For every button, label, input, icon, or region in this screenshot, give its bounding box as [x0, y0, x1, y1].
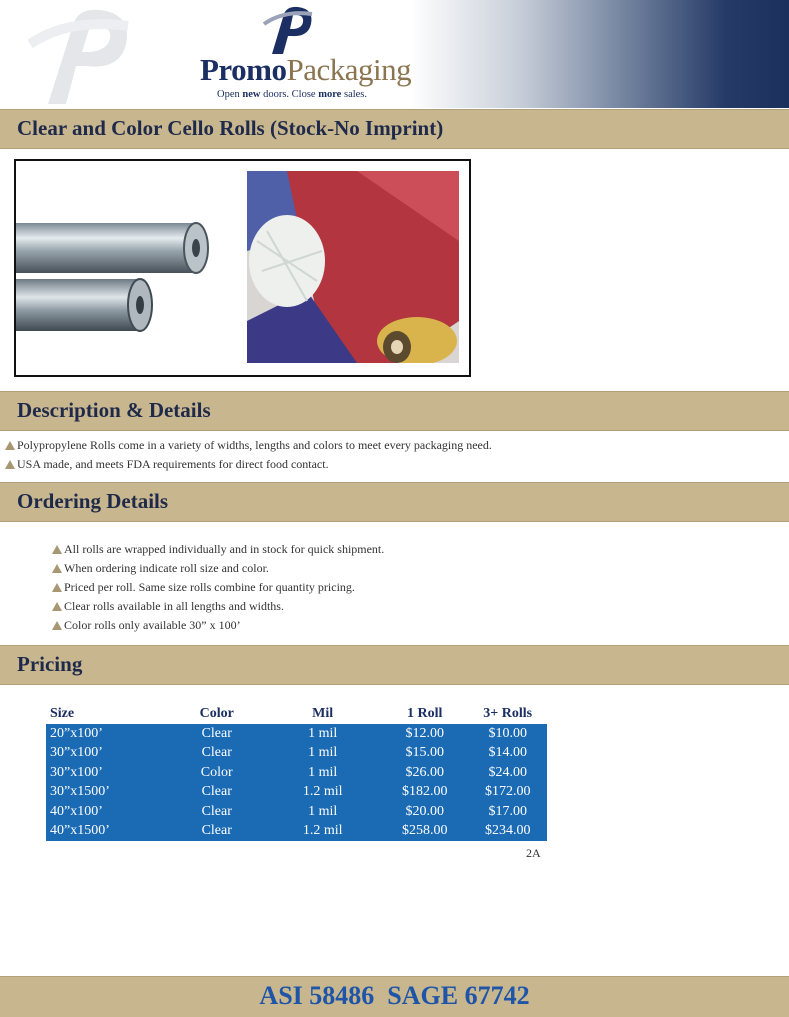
table-cell: $182.00 — [381, 783, 468, 803]
table-cell: 1 mil — [264, 744, 381, 764]
table-cell: 1.2 mil — [264, 783, 381, 803]
pricing-bar — [0, 645, 789, 685]
triangle-bullet-icon — [52, 602, 62, 611]
table-cell: Clear — [169, 724, 264, 744]
page-footer — [0, 976, 789, 1017]
column-header-mil: Mil — [264, 704, 381, 724]
table-cell: Clear — [169, 783, 264, 803]
table-row — [46, 783, 547, 803]
table-row — [46, 744, 547, 764]
triangle-bullet-icon — [52, 583, 62, 592]
table-cell: $10.00 — [468, 724, 547, 744]
table-cell: Clear — [169, 744, 264, 764]
table-header-row — [46, 704, 547, 724]
table-row — [46, 724, 547, 744]
table-row — [46, 763, 547, 783]
list-item-text: All rolls are wrapped individually and in stock for quick shipment. — [64, 542, 385, 556]
triangle-bullet-icon — [52, 621, 62, 630]
ordering-title: Ordering Details — [17, 489, 169, 513]
table-cell: 30”x100’ — [46, 744, 169, 764]
product-title: Clear and Color Cello Rolls (Stock-No Imprint) — [17, 116, 444, 140]
table-cell: $258.00 — [381, 822, 468, 842]
list-item-text: Color rolls only available 30” x 100’ — [64, 618, 241, 632]
page-code: 2A — [526, 846, 541, 860]
table-cell: 1 mil — [264, 724, 381, 744]
table-row — [46, 822, 547, 842]
triangle-bullet-icon — [52, 564, 62, 573]
table-cell: 30”x100’ — [46, 763, 169, 783]
triangle-bullet-icon — [5, 460, 15, 469]
table-cell: 1.2 mil — [264, 822, 381, 842]
column-header-1-roll: 1 Roll — [381, 704, 468, 724]
list-item-text: USA made, and meets FDA requirements for direct food contact. — [17, 457, 329, 471]
ordering-list — [52, 540, 384, 635]
pricing-table — [46, 704, 547, 841]
footer-asi-sage: ASI 58486 SAGE 67742 — [259, 981, 530, 1010]
table-cell: $12.00 — [381, 724, 468, 744]
list-item-text: When ordering indicate roll size and color. — [64, 561, 269, 575]
triangle-bullet-icon — [52, 545, 62, 554]
list-item — [52, 616, 384, 635]
clear-rolls-photo — [16, 161, 231, 371]
table-cell: 40”x100’ — [46, 802, 169, 822]
table-cell: Clear — [169, 822, 264, 842]
description-title: Description & Details — [17, 398, 211, 422]
table-cell: $14.00 — [468, 744, 547, 764]
list-item — [5, 455, 492, 474]
tagline — [217, 89, 367, 100]
list-item-text: Priced per roll. Same size rolls combine for quantity pricing. — [64, 580, 355, 594]
product-photo-frame — [14, 159, 471, 377]
table-cell: $20.00 — [381, 802, 468, 822]
list-item — [52, 559, 384, 578]
table-cell: 20”x100’ — [46, 724, 169, 744]
column-header-color: Color — [169, 704, 264, 724]
list-item — [52, 540, 384, 559]
column-header-size: Size — [46, 704, 169, 724]
table-cell: 40”x1500’ — [46, 822, 169, 842]
tagline-emphasis: more — [318, 89, 342, 100]
table-cell: Color — [169, 763, 264, 783]
table-cell: 1 mil — [264, 802, 381, 822]
color-rolls-photo — [247, 171, 459, 363]
table-cell: $26.00 — [381, 763, 468, 783]
watermark-p-logo — [28, 4, 138, 108]
tagline-part: sales. — [341, 89, 368, 100]
description-list — [5, 436, 492, 474]
table-cell: $15.00 — [381, 744, 468, 764]
tagline-emphasis: new — [242, 89, 261, 100]
logo-promo-text: Promo — [200, 52, 287, 87]
logo-wordmark — [200, 52, 411, 88]
logo-icon — [262, 4, 314, 56]
ordering-bar — [0, 482, 789, 522]
column-header-3-rolls: 3+ Rolls — [468, 704, 547, 724]
table-cell: 30”x1500’ — [46, 783, 169, 803]
page-header — [0, 0, 789, 108]
list-item-text: Clear rolls available in all lengths and widths. — [64, 599, 284, 613]
table-cell: $24.00 — [468, 763, 547, 783]
description-bar — [0, 391, 789, 431]
table-cell: Clear — [169, 802, 264, 822]
table-cell: $172.00 — [468, 783, 547, 803]
logo-packaging-text: Packaging — [286, 52, 412, 87]
list-item — [5, 436, 492, 455]
table-cell: $17.00 — [468, 802, 547, 822]
table-row — [46, 802, 547, 822]
list-item-text: Polypropylene Rolls come in a variety of widths, lengths and colors to meet every packaging need. — [17, 438, 492, 452]
list-item — [52, 578, 384, 597]
product-title-bar — [0, 109, 789, 149]
list-item — [52, 597, 384, 616]
tagline-part: Open — [217, 89, 243, 100]
triangle-bullet-icon — [5, 441, 15, 450]
table-cell: 1 mil — [264, 763, 381, 783]
pricing-title: Pricing — [17, 652, 83, 676]
tagline-part: doors. Close — [260, 89, 319, 100]
table-cell: $234.00 — [468, 822, 547, 842]
